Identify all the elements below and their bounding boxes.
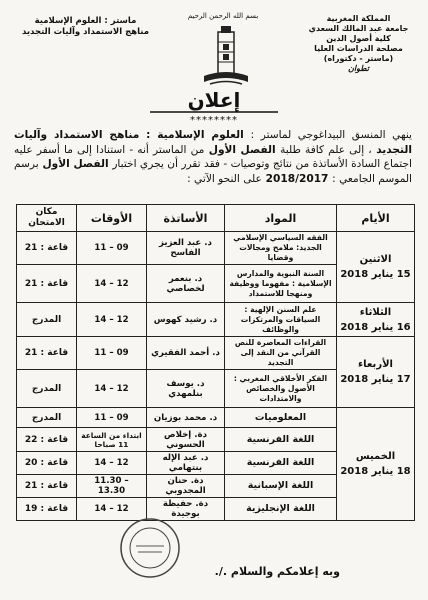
university-logo-icon — [196, 24, 256, 90]
subject-cell: المعلوميات — [225, 408, 337, 428]
day-date: 17 يناير 2018 — [340, 374, 411, 385]
day-name: الثلاثاء — [359, 306, 392, 318]
department-line: مصلحة الدراسات العليا — [314, 44, 403, 53]
subject-cell: السنة النبوية والمدارس الإسلامية : مفهوما ووظيفة ومنهجا للاستمداد — [225, 265, 337, 303]
room-cell: قاعة : 21 — [17, 232, 77, 265]
room-cell: المدرج — [17, 408, 77, 428]
table-row — [17, 303, 415, 337]
para-year: 2018/2017 — [265, 172, 329, 185]
professor-cell: د. رشيد كهوس — [147, 303, 225, 337]
subject-cell: اللغة الفرنسية — [225, 428, 337, 452]
professor-cell: دة. حنان المجدوبي — [147, 475, 225, 498]
master-name: ماستر : العلوم الإسلامية — [34, 16, 137, 26]
subject-cell: اللغة الفرنسية — [225, 452, 337, 475]
day-name: الخميس — [355, 451, 396, 462]
para-part-5: من الماستر أنه - استنادا إلى ما أسفر عليه اجتماع السادة الأساتذة من نتائج وتوصيات - فقد تقرر أن يجري اختبار — [14, 143, 412, 170]
day-cell-tuesday — [337, 303, 415, 337]
professor-cell: د. عبد الإله بنتهامي — [147, 452, 225, 475]
program-header — [18, 16, 153, 37]
para-part-3: ، إلى علم كافة طلبة — [280, 143, 372, 156]
para-part-7: برسم الموسم الجامعي : — [14, 158, 412, 185]
city-line: تطوان — [347, 64, 370, 73]
day-date: 16 يناير 2018 — [340, 321, 411, 333]
room-cell: قاعة : 21 — [17, 475, 77, 498]
time-cell: 14 – 12 — [77, 498, 147, 521]
para-program: العلوم الإسلامية : مناهج الاستمداد وآليات التجديد — [14, 129, 412, 156]
time-cell: ابتداء من الساعة 11 صباحا — [77, 428, 147, 452]
day-cell-wednesday — [337, 337, 415, 408]
day-date: 18 يناير 2018 — [340, 466, 411, 477]
para-part-9: على النحو الآتي : — [187, 172, 262, 185]
day-name: الأربعاء — [358, 359, 393, 370]
time-cell: 11 – 09 — [77, 408, 147, 428]
room-cell: قاعة : 22 — [17, 428, 77, 452]
master-track: مناهج الاستمداد وآليات التجديد — [21, 26, 150, 37]
day-cell-thursday — [337, 408, 415, 521]
table-row — [17, 408, 415, 428]
announcement-paragraph — [14, 128, 412, 186]
subject-cell: الفكر الأخلاقي المغربي : الأصول والخصائص والامتدادات — [225, 370, 337, 408]
basmala: بسم الله الرحمن الرحيم — [187, 12, 259, 20]
subject-cell: اللغة الإنجليزية — [225, 498, 337, 521]
page-title: إعلان — [187, 88, 241, 112]
table-row — [17, 232, 415, 265]
room-cell: المدرج — [17, 303, 77, 337]
para-semester-2: الفصل الأول — [42, 158, 109, 170]
header-professor: الأساتذة — [147, 205, 225, 232]
header-location: مكان الامتحان — [17, 205, 77, 232]
time-cell: 11 – 09 — [77, 337, 147, 370]
header-subject: المواد — [225, 205, 337, 232]
closing-line: وبه إعلامكم والسلام ./. — [214, 565, 340, 578]
day-cell-monday — [337, 232, 415, 303]
title-underline — [150, 110, 278, 114]
para-part-1: ينهي المنسق البيداغوجي لماستر : — [250, 129, 412, 141]
room-cell: قاعة : 20 — [17, 452, 77, 475]
table-row — [17, 337, 415, 370]
table-header-row — [17, 205, 415, 232]
institution-header — [301, 14, 416, 74]
subject-cell: القراءات المعاصرة للنص القرآني من النقد إلى التجديد — [225, 337, 337, 370]
time-cell: 14 – 12 — [77, 452, 147, 475]
header-time: الأوقات — [77, 205, 147, 232]
degrees-line: (ماستر - دكتوراه) — [323, 54, 394, 63]
professor-cell: د. بنعمر لخصاصي — [147, 265, 225, 303]
room-cell: قاعة : 21 — [17, 337, 77, 370]
subject-cell: اللغة الإسبانية — [225, 475, 337, 498]
time-cell: 11.30 – 13.30 — [77, 475, 147, 498]
university-line: جامعة عبد المالك السعدي — [308, 24, 409, 33]
faculty-line: كلية أصول الدين — [326, 34, 391, 43]
kingdom-line: المملكة المغربية — [326, 14, 391, 23]
para-semester-1: الفصل الأول — [208, 143, 276, 156]
professor-cell: د. محمد بوزيان — [147, 408, 225, 428]
professor-cell: د. أحمد الفقيري — [147, 337, 225, 370]
room-cell: قاعة : 21 — [17, 265, 77, 303]
subject-cell: الفقه السياسي الإسلامي الجديد: ملامح ومجالات وقضايا — [225, 232, 337, 265]
professor-cell: د. عبد العزيز الفاسح — [147, 232, 225, 265]
title-dots: ******** — [190, 115, 238, 126]
time-cell: 11 – 09 — [77, 232, 147, 265]
room-cell: المدرج — [17, 370, 77, 408]
subject-cell: علم السنن الإلهية : السياقات والمرتكزات والوظائف — [225, 303, 337, 337]
professor-cell: دة. حفيظة بوجيدة — [147, 498, 225, 521]
time-cell: 14 – 12 — [77, 370, 147, 408]
official-stamp-icon — [118, 516, 182, 580]
day-date: 15 يناير 2018 — [340, 269, 411, 280]
room-cell: قاعة : 19 — [17, 498, 77, 521]
professor-cell: د. يوسف بنلمهدي — [147, 370, 225, 408]
header-day: الأيام — [337, 205, 415, 232]
exam-schedule-table — [16, 204, 415, 521]
day-name: الاثنين — [359, 254, 392, 265]
time-cell: 14 – 12 — [77, 303, 147, 337]
time-cell: 14 – 12 — [77, 265, 147, 303]
professor-cell: دة. إخلاص الحسوني — [147, 428, 225, 452]
